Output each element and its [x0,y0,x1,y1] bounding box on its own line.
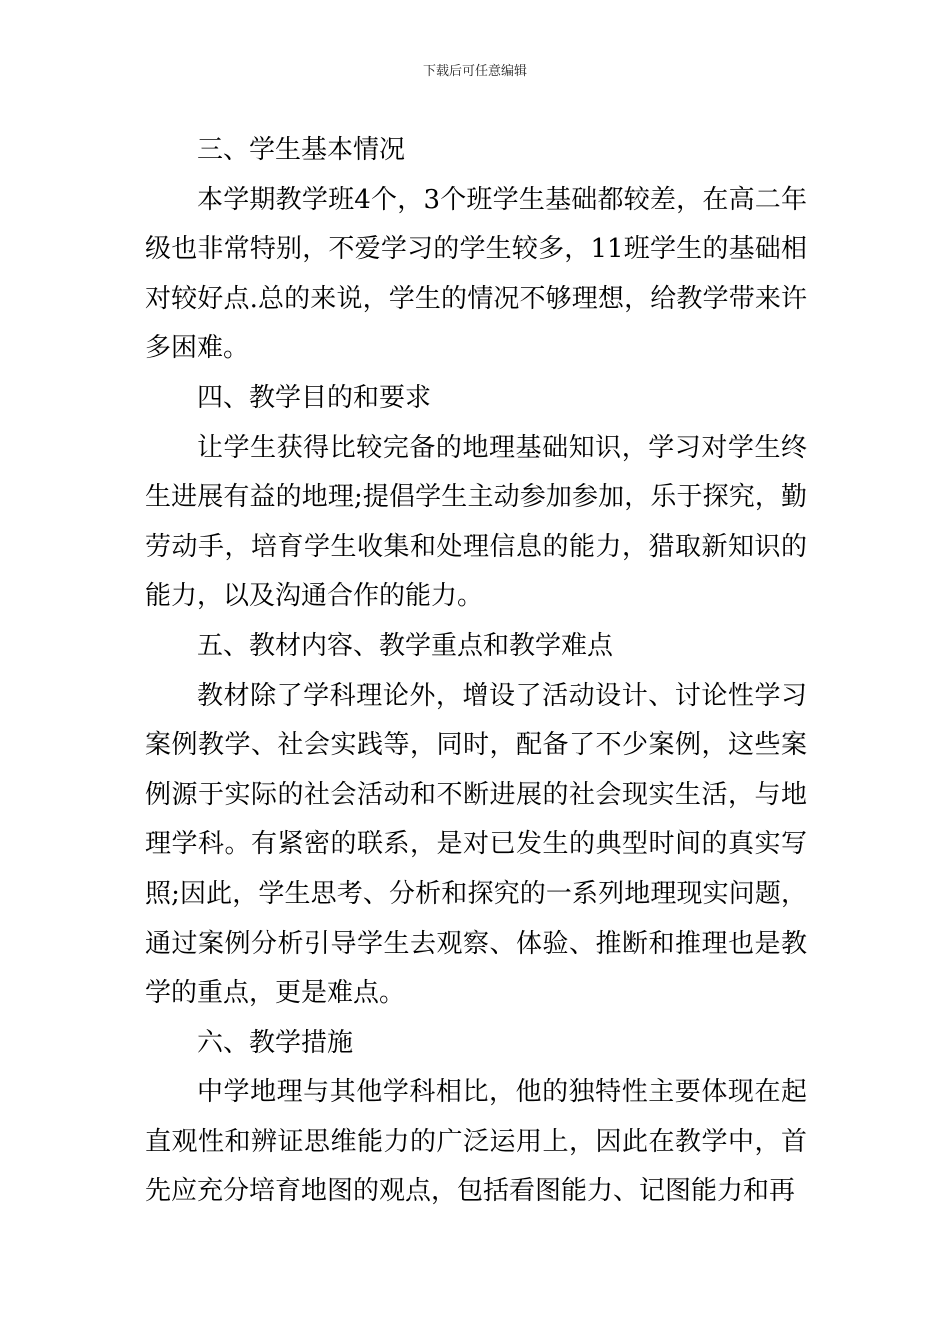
section-heading-4: 四、教学目的和要求 [197,382,432,413]
document-body [145,126,807,1217]
page-header: 下载后可任意编辑 [422,64,527,79]
section-heading-3: 三、学生基本情况 [197,135,406,165]
section-heading-6: 六、教学措施 [197,1027,354,1058]
section-heading-5: 五、教材内容、教学重点和教学难点 [197,630,614,661]
section-paragraph-5: 教材除了学科理论外，增设了活动设计、讨论性学习案例教学、社会实践等，同时，配备了不少案例，这些案例源于实际的社会活动和不断进展的社会现实生活，与地理学科。有紧密的联系，是对已发生的典型时间的真实写照;因此，学生思考、分析和探究的一系列地理现实问题，通过案例分析引导学生去观察、体验、推断和推理也是教学的重点，更是难点。 [145,680,807,1009]
section-paragraph-6: 中学地理与其他学科相比，他的独特性主要体现在起直观性和辨证思维能力的广泛运用上，因此在教学中，首先应充分培育地图的观点，包括看图能力、记图能力和再 [145,1077,807,1207]
section-paragraph-4: 让学生获得比较完备的地理基础知识，学习对学生终生进展有益的地理;提倡学生主动参加参加，乐于探究，勤劳动手，培育学生收集和处理信息的能力，猎取新知识的能力，以及沟通合作的能力。 [145,432,807,612]
section-paragraph-3: 本学期教学班4个，3个班学生基础都较差，在高二年级也非常特别，不爱学习的学生较多，11班学生的基础相对较好点.总的来说，学生的情况不够理想，给教学带来许多困难。 [145,184,807,364]
